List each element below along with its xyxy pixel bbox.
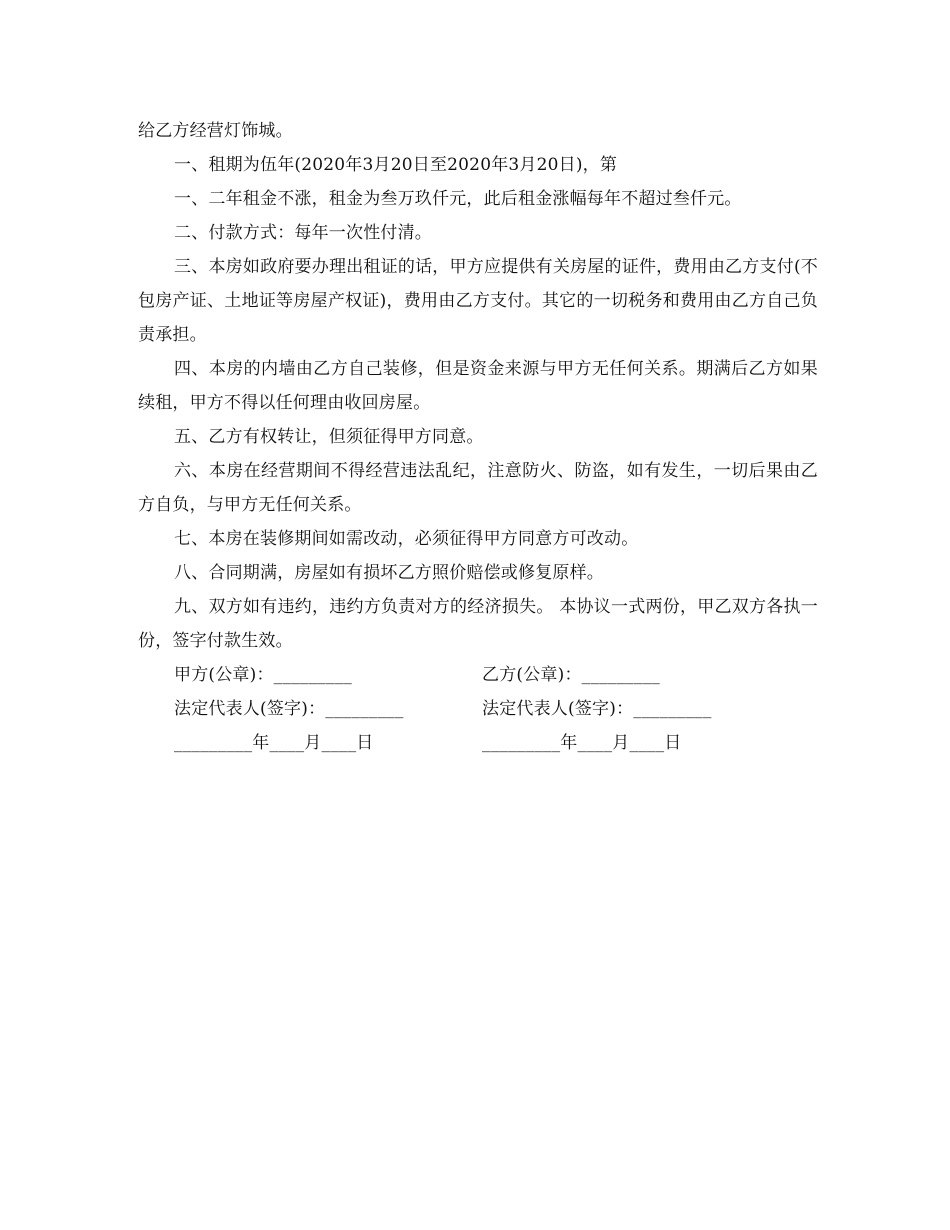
signature-row-date bbox=[138, 726, 818, 760]
paragraph-clause-8-expiry: 八、合同期满，房屋如有损坏乙方照价赔偿或修复原样。 bbox=[174, 563, 604, 583]
party-a-representative-field: 法定代表人(签字)：_________ bbox=[174, 699, 404, 719]
paragraph-clause-1-term: 一、租期为伍年(2020年3月20日至2020年3月20日)，第 bbox=[174, 155, 618, 175]
contract-body bbox=[138, 114, 818, 760]
party-b-date-field: _________年____月____日 bbox=[482, 733, 682, 753]
paragraph-clause-3-certificate: 三、本房如政府要办理出租证的话，甲方应提供有关房屋的证件，费用由乙方支付(不包房产证、土地证等房屋产权证)，费用由乙方支付。其它的一切税务和费用由乙方自己负责承担。 bbox=[138, 257, 818, 345]
paragraph-clause-6-safety: 六、本房在经营期间不得经营违法乱纪，注意防火、防盗，如有发生，一切后果由乙方自负，与甲方无任何关系。 bbox=[138, 461, 818, 515]
paragraph-clause-5-transfer: 五、乙方有权转让，但须征得甲方同意。 bbox=[174, 427, 484, 447]
signature-row-seal bbox=[138, 658, 818, 692]
party-b-seal-field: 乙方(公章)：_________ bbox=[482, 665, 660, 685]
paragraph-intro: 给乙方经营灯饰城。 bbox=[138, 121, 293, 141]
signature-block bbox=[138, 658, 818, 760]
paragraph-clause-9-breach: 九、双方如有违约，违约方负责对方的经济损失。 本协议一式两份，甲乙双方各执一份，签字付款生效。 bbox=[138, 597, 818, 651]
party-b-representative-field: 法定代表人(签字)：_________ bbox=[482, 699, 712, 719]
paragraph-clause-1-rent: 一、二年租金不涨，租金为叁万玖仟元，此后租金涨幅每年不超过叁仟元。 bbox=[174, 189, 742, 209]
party-a-seal-field: 甲方(公章)：_________ bbox=[174, 665, 352, 685]
paragraph-clause-2-payment: 二、付款方式：每年一次性付清。 bbox=[174, 223, 432, 243]
paragraph-clause-7-alteration: 七、本房在装修期间如需改动，必须征得甲方同意方可改动。 bbox=[174, 529, 639, 549]
signature-row-representative bbox=[138, 692, 818, 726]
party-a-date-field: _________年____月____日 bbox=[174, 733, 374, 753]
paragraph-clause-4-renovation: 四、本房的内墙由乙方自己装修，但是资金来源与甲方无任何关系。期满后乙方如果续租，甲方不得以任何理由收回房屋。 bbox=[138, 359, 818, 413]
